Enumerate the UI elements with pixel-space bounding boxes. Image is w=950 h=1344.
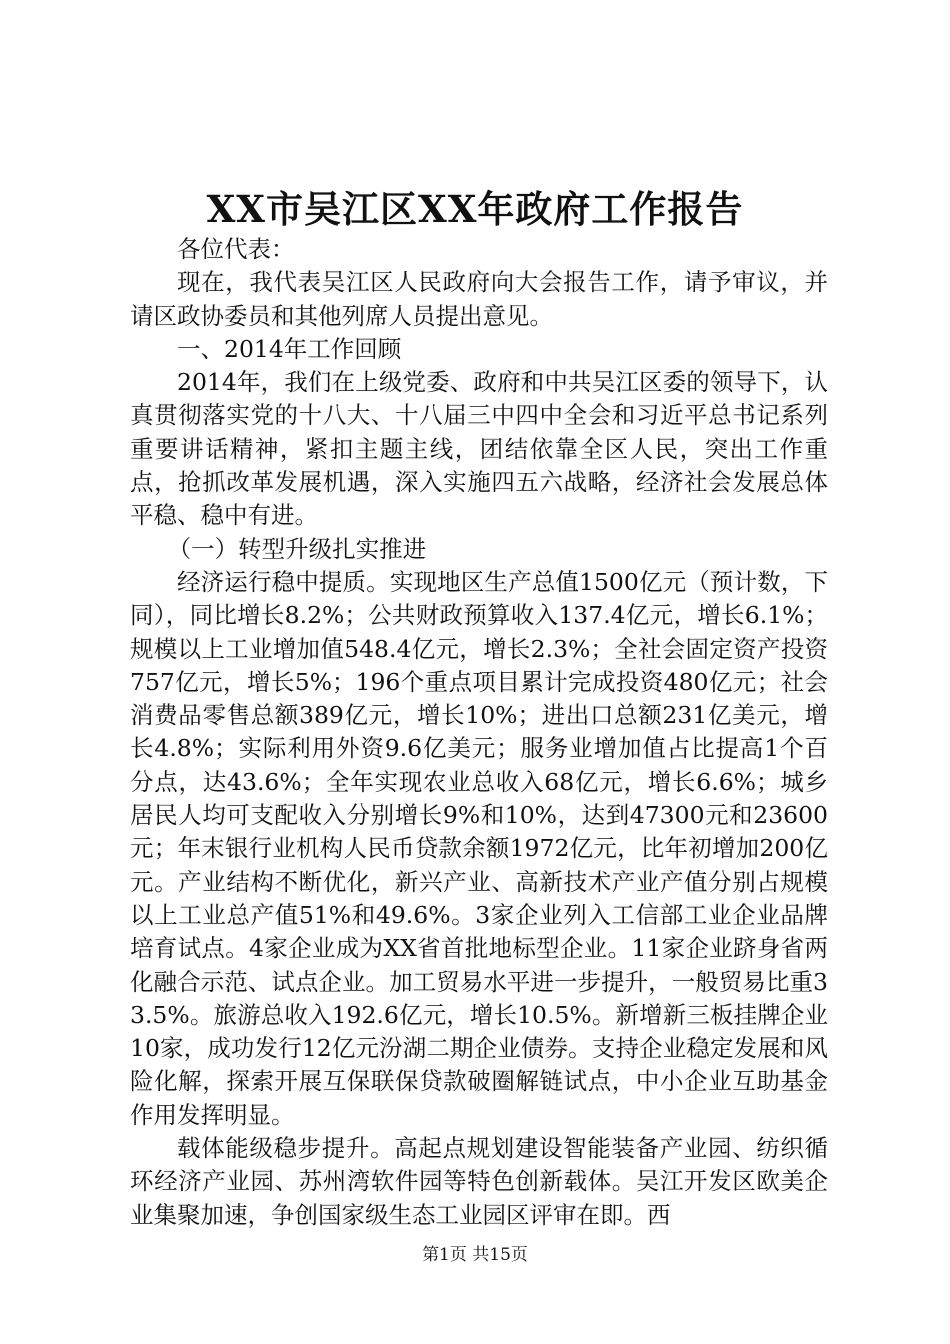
page-number: 第1页 共15页 xyxy=(422,1245,528,1265)
section-heading: 一、2014年工作回顾 xyxy=(177,334,402,363)
subsection-heading: （一）转型升级扎实推进 xyxy=(167,534,427,563)
document-title: XX市吴江区XX年政府工作报告 xyxy=(206,187,744,231)
paragraph-economy: 经济运行稳中提质。实现地区生产总值1500亿元（预计数，下同），同比增长8.2%；公共财政预算收入137.4亿元，增长6.1%；规模以上工业增加值548.4亿元，增长2.3%；全社会固定资产投资757亿元，增长5%；196个重点项目累计完成投资480亿元；社会消费品零售总额389亿元，增长10%；进出口总额231亿美元，增长4.8%；实际利用外资9.6亿美元；服务业增加值占比提高1个百分点，达43.6%；全年实现农业总收入68亿元，增长6.6%；城乡居民人均可支配收入分别增长9%和10%，达到47300元和23600元；年末银行业机构人民币贷款余额1972亿元，比年初增加200亿元。产业结构不断优化，新兴产业、高新技术产业产值分别占规模以上工业总产值51%和49.6%。3家企业列入工信部工业企业品牌培育试点。4家企业成为XX省首批地标型企业。11家企业跻身省两化融合示范、试点企业。加工贸易水平进一步提升，一般贸易比重33.5%。旅游总收入192.6亿元，增长10.5%。新增新三板挂牌企业10家，成功发行12亿元汾湖二期企业债券。支持企业稳定发展和风险化解，探索开展互保联保贷款破圈解链试点，中小企业互助基金作用发挥明显。 xyxy=(130,567,828,1129)
paragraph-overview: 2014年，我们在上级党委、政府和中共吴江区委的领导下，认真贯彻落实党的十八大、十八届三中四中全会和习近平总书记系列重要讲话精神，紧扣主题主线，团结依靠全区人民，突出工作重点，抢抓改革发展机遇，深入实施四五六战略，经济社会发展总体平稳、稳中有进。 xyxy=(130,368,828,530)
paragraph-carrier: 载体能级稳步提升。高起点规划建设智能装备产业园、纺织循环经济产业园、苏州湾软件园等特色创新载体。吴江开发区欧美企业集聚加速，争创国家级生态工业园区评审在即。西 xyxy=(130,1134,828,1229)
salutation: 各位代表： xyxy=(177,235,295,263)
document-body xyxy=(130,233,828,1232)
paragraph-intro: 现在，我代表吴江区人民政府向大会报告工作，请予审议，并请区政协委员和其他列席人员提出意见。 xyxy=(130,268,828,330)
